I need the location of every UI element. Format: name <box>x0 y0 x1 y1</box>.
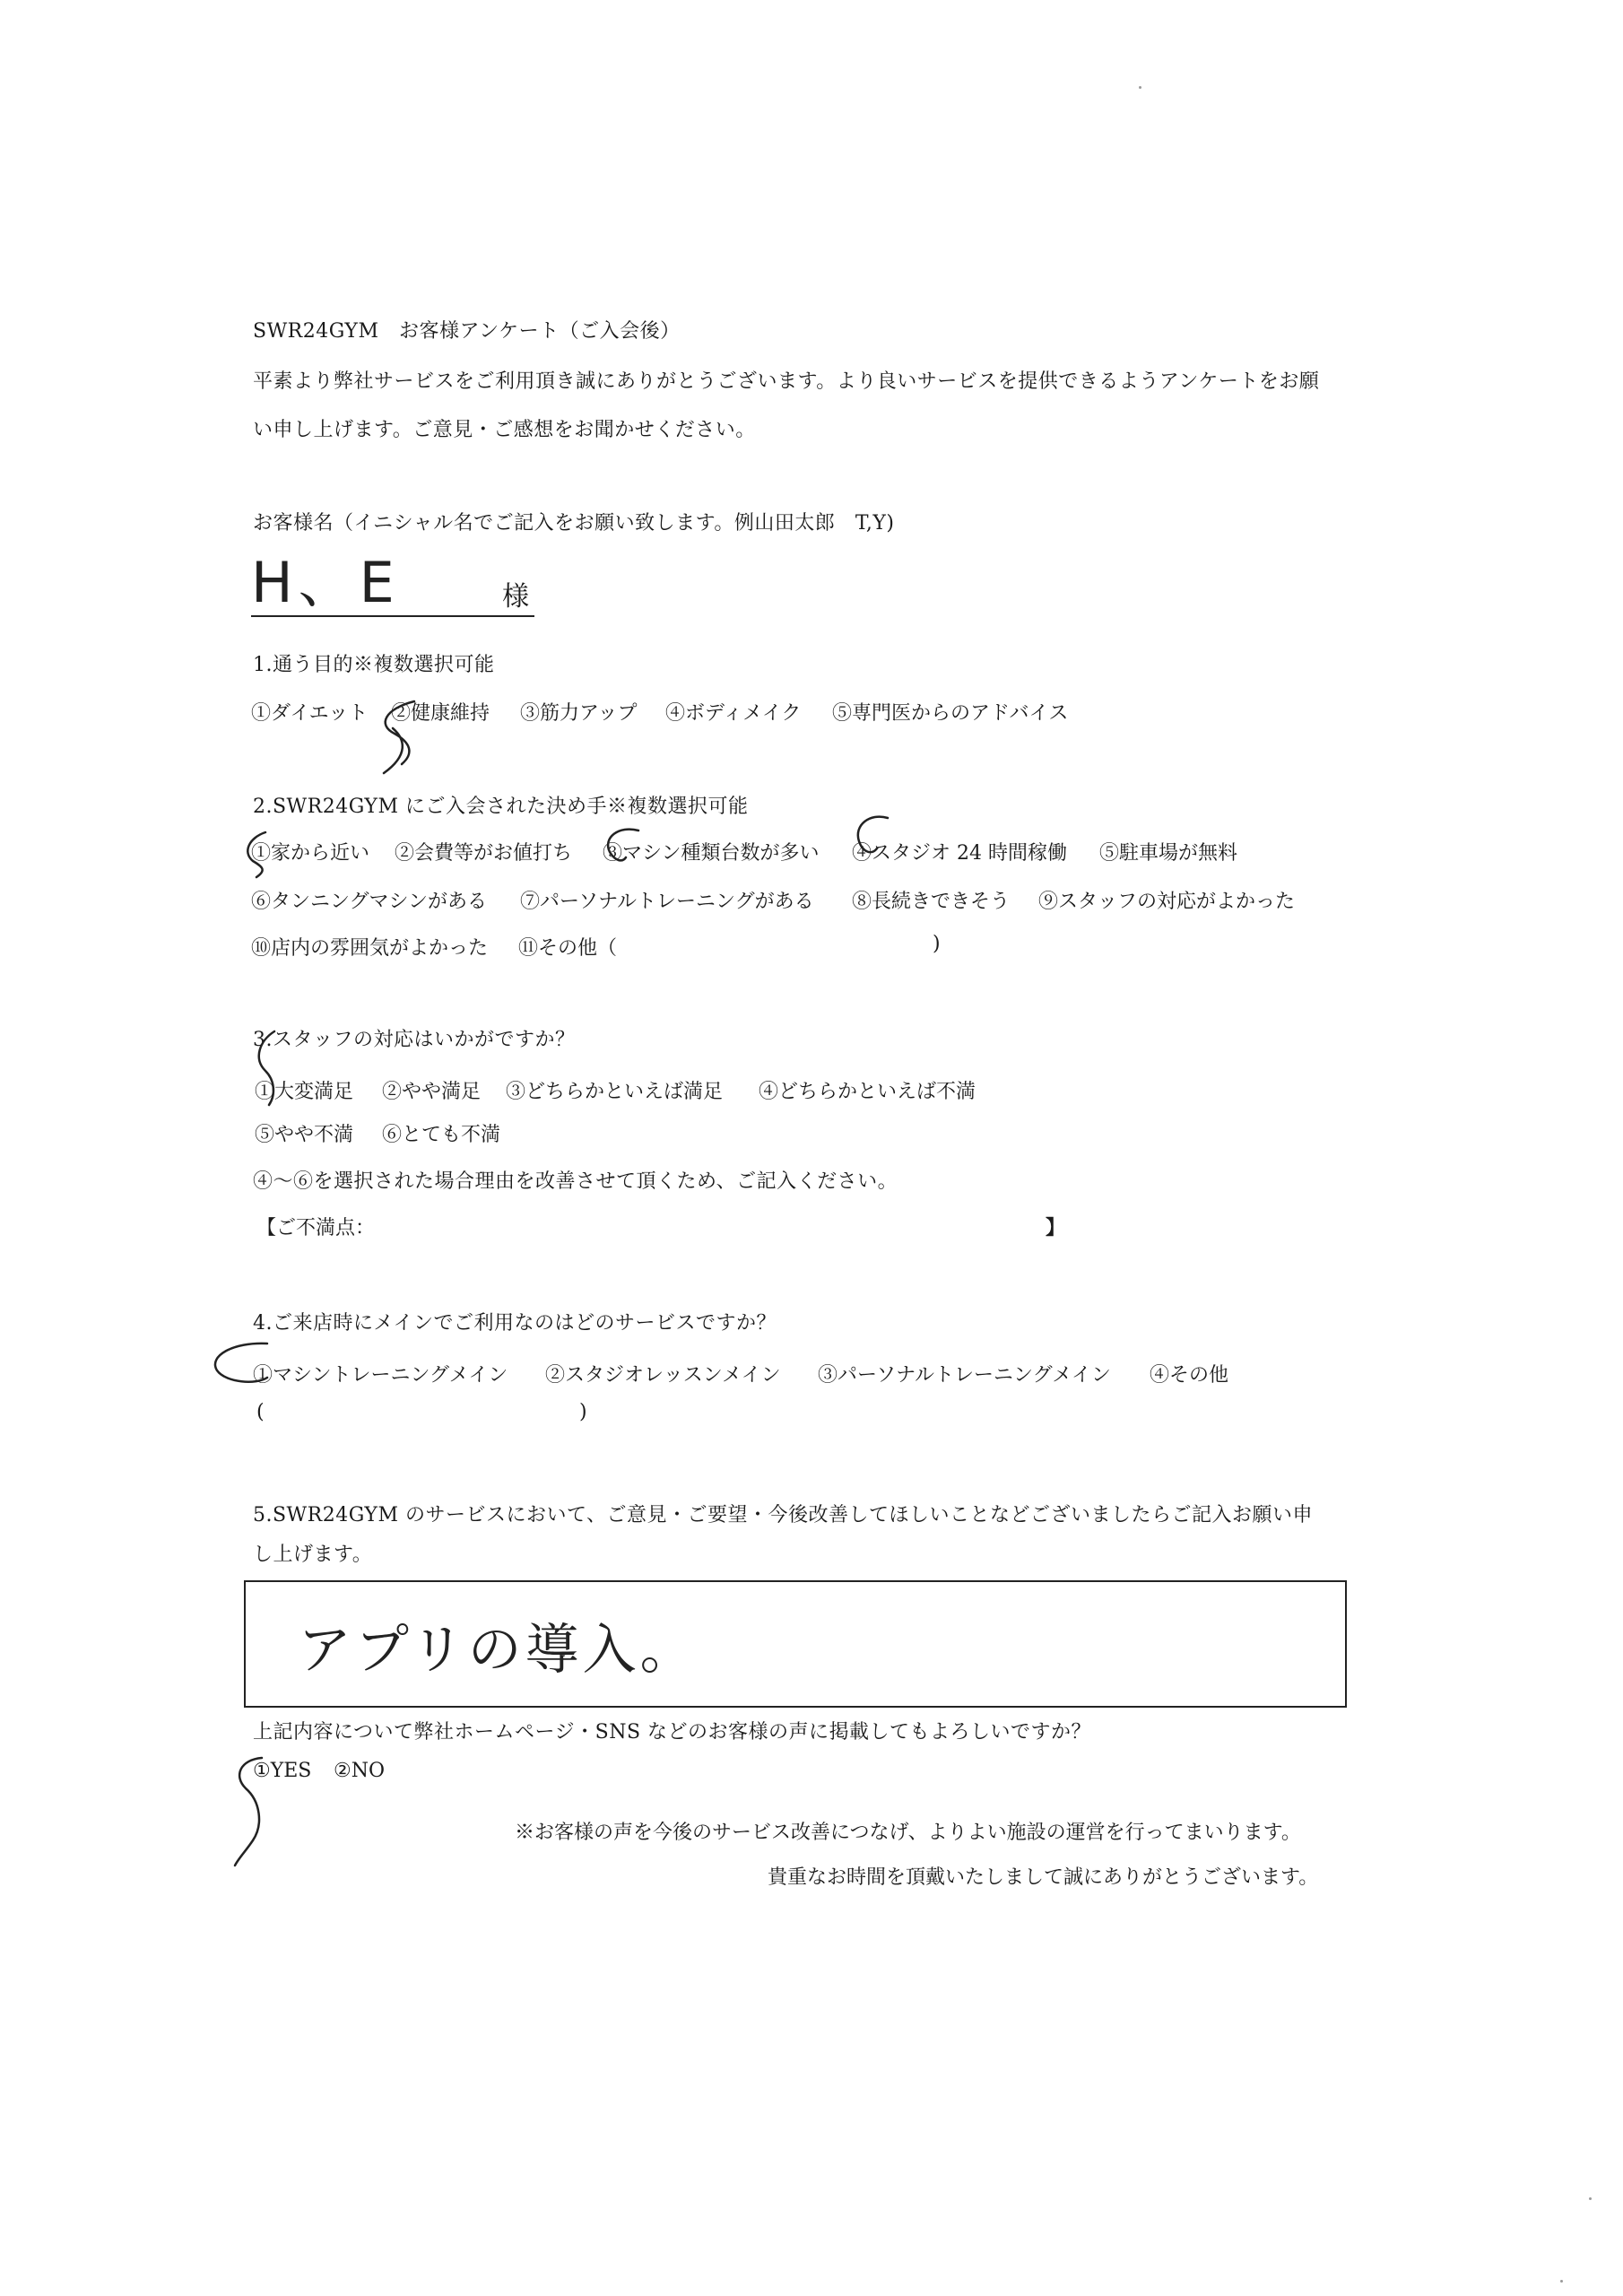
q3-option-very-dissatisfied[interactable]: ⑥とても不満 <box>382 1124 501 1146</box>
q2-option-long-lasting[interactable]: ⑧長続きできそう <box>852 891 1011 913</box>
q1-option-health[interactable]: ②健康維持 <box>391 702 490 725</box>
q2-option-tanning[interactable]: ⑥タンニングマシンがある <box>251 891 488 913</box>
intro-text-line1: 平素より弊社サービスをご利用頂き誠にありがとうございます。より良いサービスを提供できるようアンケートをお願 <box>253 370 1320 393</box>
q4-option-other[interactable]: ④その他 <box>1150 1364 1229 1387</box>
q1-title: 1.通う目的※複数選択可能 <box>253 654 495 676</box>
q3-complaint-close: 】 <box>1046 1216 1066 1239</box>
customer-name-label: お客様名（イニシャル名でご記入をお願い致します。例山田太郎 T,Y) <box>253 512 895 535</box>
q4-other-close-paren: ) <box>579 1401 587 1423</box>
q3-note: ④～⑥を選択された場合理由を改善させて頂くため、ご記入ください。 <box>253 1170 898 1193</box>
handwritten-initials: H、E <box>251 550 400 615</box>
intro-text-line2: い申し上げます。ご意見・ご感想をお聞かせください。 <box>253 419 756 441</box>
q3-option-very-satisfied[interactable]: ①大変満足 <box>255 1081 354 1103</box>
consent-no-option[interactable]: ②NO <box>334 1760 386 1782</box>
q3-option-somewhat-dissatisfied[interactable]: ⑤やや不満 <box>255 1124 354 1146</box>
q2-option-studio-24h[interactable]: ④スタジオ 24 時間稼働 <box>852 842 1067 865</box>
q5-title-line1: 5.SWR24GYM のサービスにおいて、ご意見・ご要望・今後改善してほしいことなどございましたらご記入お願い申 <box>253 1504 1314 1526</box>
footer-note-line1: ※お客様の声を今後のサービス改善につなげ、よりよい施設の運営を行ってまいります。 <box>515 1822 1301 1844</box>
q4-title: 4.ご来店時にメインでご利用なのはどのサービスですか？ <box>253 1312 777 1335</box>
q4-option-studio-lesson[interactable]: ②スタジオレッスンメイン <box>545 1364 781 1387</box>
consent-yes-option[interactable]: ①YES <box>253 1760 312 1782</box>
name-suffix: 様 <box>502 581 529 613</box>
q5-answer-box[interactable] <box>244 1580 1347 1708</box>
scan-speck <box>1139 86 1141 89</box>
q3-option-somewhat-satisfied[interactable]: ②やや満足 <box>382 1081 482 1103</box>
q5-handwritten-answer: アプリの導入。 <box>298 1619 698 1682</box>
q2-option-personal-training[interactable]: ⑦パーソナルトレーニングがある <box>520 891 814 913</box>
q1-option-doctor-advice[interactable]: ⑤専門医からのアドバイス <box>832 702 1069 725</box>
q4-other-open-paren: ( <box>256 1401 265 1423</box>
scan-speck <box>1589 2197 1592 2200</box>
q2-option-atmosphere[interactable]: ⑩店内の雰囲気がよかった <box>251 937 489 960</box>
q2-other-close-paren: ) <box>933 933 941 955</box>
q3-option-rather-satisfied[interactable]: ③どちらかといえば満足 <box>506 1081 724 1103</box>
scan-speck <box>1560 2280 1563 2283</box>
footer-note-line2: 貴重なお時間を頂戴いたしまして誠にありがとうございます。 <box>768 1866 1319 1889</box>
q2-option-parking[interactable]: ⑤駐車場が無料 <box>1099 842 1238 865</box>
q2-option-staff[interactable]: ⑨スタッフの対応がよかった <box>1038 891 1296 913</box>
q1-option-diet[interactable]: ①ダイエット <box>251 702 369 725</box>
q3-complaint-field[interactable] <box>395 1205 1040 1238</box>
q4-option-machine-training[interactable]: ①マシントレーニングメイン <box>253 1364 508 1387</box>
q2-option-machines[interactable]: ③マシン種類台数が多い <box>603 842 820 865</box>
survey-title: SWR24GYM お客様アンケート（ご入会後） <box>253 320 681 343</box>
q2-option-fee[interactable]: ②会費等がお値打ち <box>395 842 573 865</box>
q2-option-near-home[interactable]: ①家から近い <box>251 842 370 865</box>
q5-title-line2: し上げます。 <box>253 1544 373 1566</box>
consent-question: 上記内容について弊社ホームページ・SNS などのお客様の声に掲載してもよろしいですか？ <box>253 1721 1092 1744</box>
q1-option-muscle[interactable]: ③筋力アップ <box>520 702 638 725</box>
name-underline <box>251 615 534 617</box>
q3-title: 3.スタッフの対応はいかがですか？ <box>253 1029 576 1051</box>
q4-other-field[interactable] <box>269 1396 574 1428</box>
q2-title: 2.SWR24GYM にご入会された決め手※複数選択可能 <box>253 796 749 818</box>
q3-complaint-label: 【ご不満点： <box>256 1217 376 1239</box>
q3-option-rather-dissatisfied[interactable]: ④どちらかといえば不満 <box>759 1081 976 1103</box>
q4-option-personal-training[interactable]: ③パーソナルトレーニングメイン <box>818 1364 1111 1387</box>
q2-option-other[interactable]: ⑪その他（ <box>518 937 618 960</box>
q1-option-bodymake[interactable]: ④ボディメイク <box>665 702 802 725</box>
